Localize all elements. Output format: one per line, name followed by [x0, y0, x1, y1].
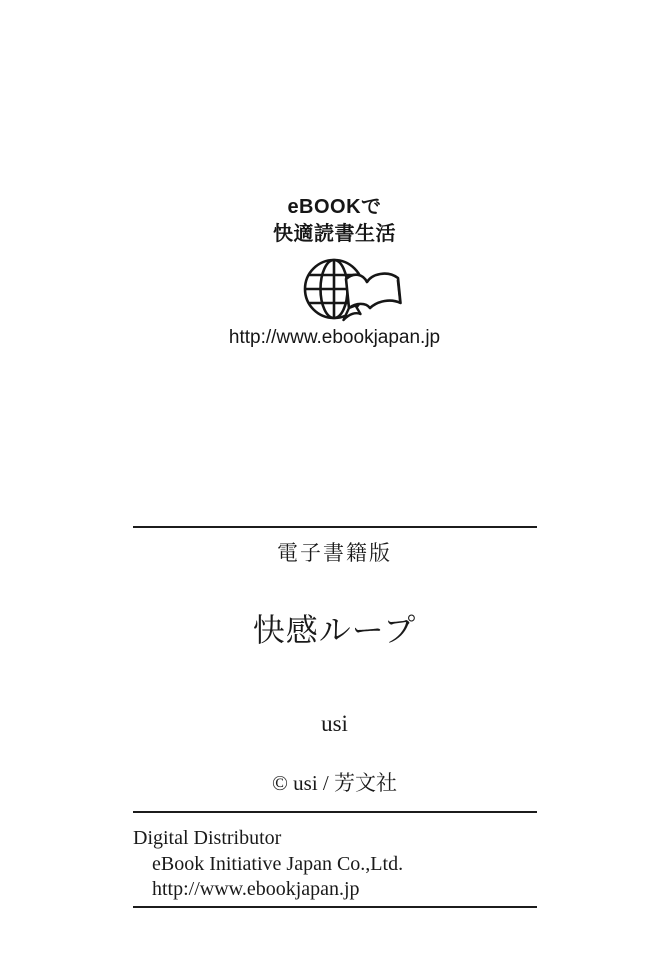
divider-bottom — [133, 906, 537, 908]
ebookjapan-logo — [303, 252, 403, 324]
promo-slogan-line-2: 快適読書生活 — [273, 223, 396, 245]
distributor-url: http://www.ebookjapan.jp — [152, 878, 360, 900]
distributor-company: eBook Initiative Japan Co.,Ltd. — [152, 853, 404, 875]
divider-top — [133, 526, 537, 528]
book-title: 快感ループ — [252, 612, 417, 648]
globe-book-icon — [303, 252, 403, 324]
divider-middle — [133, 811, 537, 813]
promo-slogan-line-1: eBOOKで — [287, 196, 382, 218]
author-name: usi — [321, 711, 348, 736]
distributor-heading: Digital Distributor — [133, 827, 282, 849]
edition-label: 電子書籍版 — [277, 541, 392, 565]
copyright-line: © usi / 芳文社 — [271, 771, 398, 795]
promo-url: http://www.ebookjapan.jp — [228, 327, 441, 348]
promo-slogan — [0, 194, 669, 248]
